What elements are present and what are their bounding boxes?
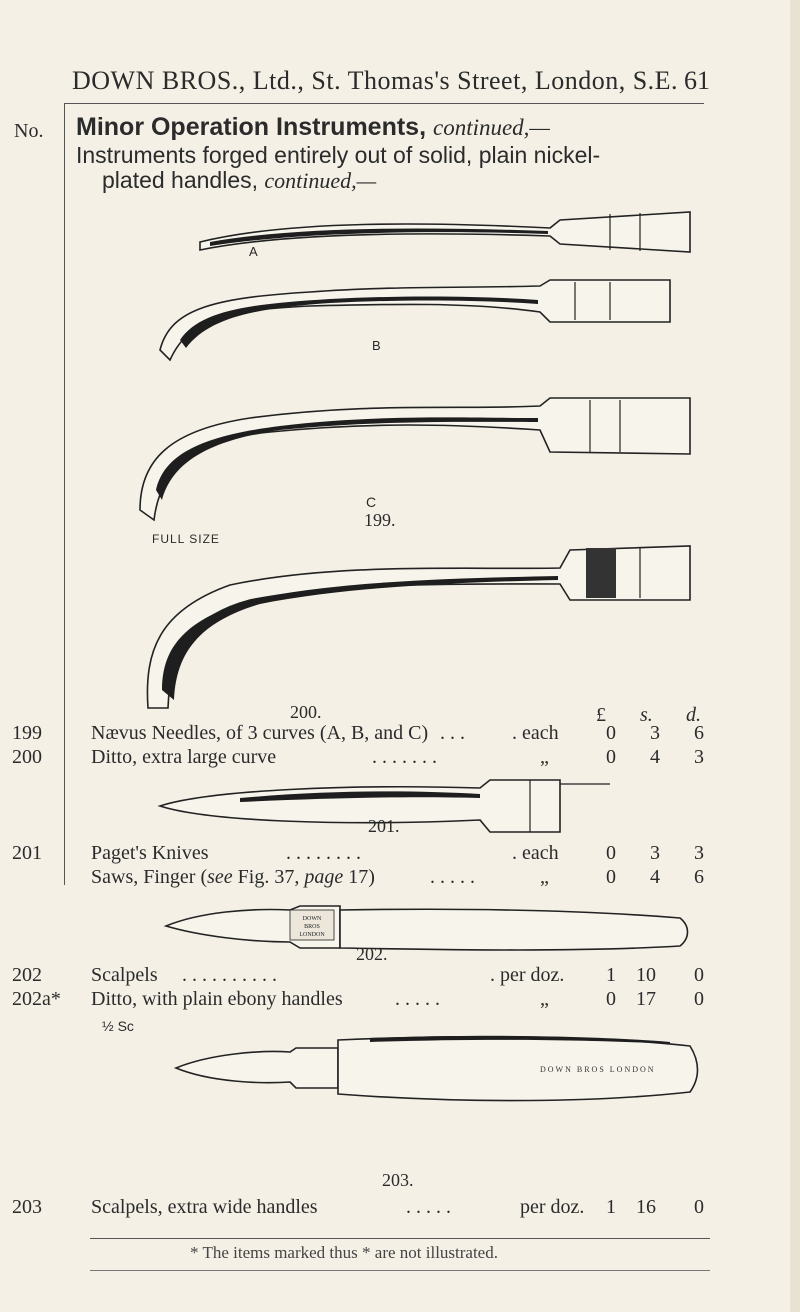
- item-name: [91, 866, 375, 889]
- figure-199-caption: 199.: [364, 510, 396, 530]
- fig200-large-needle-illustration: [140, 540, 700, 710]
- pounds-header: £: [596, 704, 606, 726]
- footer-rule: [90, 1238, 710, 1239]
- item-unit: . each: [512, 842, 559, 864]
- svg-text:LONDON: LONDON: [299, 932, 325, 938]
- item-number: 202: [12, 964, 42, 986]
- pence-header: d.: [686, 704, 701, 726]
- item-shillings: 3: [650, 722, 660, 744]
- item-pence: 3: [694, 842, 704, 864]
- item-pounds: 0: [606, 746, 616, 768]
- item-number: 203: [12, 1196, 42, 1218]
- item-pence: 0: [694, 1196, 704, 1218]
- item-shillings: 17: [636, 988, 656, 1010]
- item-name: Nævus Needles, of 3 curves (A, B, and C): [91, 722, 429, 744]
- item-name: Scalpels, extra wide handles: [91, 1196, 318, 1218]
- item-unit: . each: [512, 722, 559, 744]
- item-name: Paget's Knives: [91, 842, 209, 864]
- item-pounds: 0: [606, 988, 616, 1010]
- needle-b-drawing: [160, 280, 670, 360]
- svg-text:BROS: BROS: [304, 924, 320, 930]
- item-pounds: 0: [606, 722, 616, 744]
- item-leader-dots: . . . . .: [430, 866, 475, 888]
- page-header: DOWN BROS., Ltd., St. Thomas's Street, London, S.E.: [72, 66, 679, 95]
- item-unit: per doz.: [520, 1196, 585, 1218]
- section-title-continued: continued,—: [432, 115, 550, 140]
- full-size-note: FULL SIZE: [152, 532, 220, 546]
- item-unit: „: [540, 866, 549, 888]
- section-subtitle-continued: continued,—: [264, 168, 377, 193]
- maker-mark: DOWN BROS LONDON: [540, 1065, 656, 1074]
- item-unit: „: [540, 746, 549, 768]
- section-title: [76, 113, 550, 142]
- figure-201-caption: 201.: [368, 816, 400, 836]
- svg-text:DOWN: DOWN: [302, 916, 322, 922]
- item-leader-dots: . . . . . . . .: [286, 842, 361, 864]
- item-number: 200: [12, 746, 42, 768]
- item-pounds: 0: [606, 842, 616, 864]
- figure-203-caption: 203.: [382, 1170, 414, 1190]
- saws-name: Saws, Finger (see Fig. 37, page 17): [91, 866, 375, 888]
- item-name: Ditto, extra large curve: [91, 746, 277, 768]
- item-number: 201: [12, 842, 42, 864]
- header-rule: [64, 103, 704, 104]
- item-name: Scalpels: [91, 964, 158, 986]
- shillings-header: s.: [640, 704, 653, 726]
- item-pence: 3: [694, 746, 704, 768]
- section-subtitle-line1: Instruments forged entirely out of solid, plain nickel-: [76, 142, 601, 168]
- item-leader-dots: . . . . . . . . . .: [182, 964, 277, 986]
- figure-202-caption: 202.: [356, 944, 388, 964]
- section-title-text: Minor Operation Instruments,: [76, 113, 427, 141]
- fig202-scalpel-illustration: [160, 902, 700, 958]
- item-pence: 0: [694, 964, 704, 986]
- item-shillings: 3: [650, 842, 660, 864]
- needle-a-drawing: [200, 212, 690, 252]
- half-size-note: ½ Sc: [102, 1018, 134, 1034]
- section-subtitle-line2: [102, 167, 376, 194]
- item-pounds: 1: [606, 1196, 616, 1218]
- item-pence: 6: [694, 866, 704, 888]
- needle-c-label: C: [366, 494, 377, 510]
- item-pence: 6: [694, 722, 704, 744]
- footer-rule-lower: [90, 1270, 710, 1271]
- needle-b-label: B: [372, 338, 381, 353]
- item-number: 199: [12, 722, 42, 744]
- item-name: Ditto, with plain ebony handles: [91, 988, 343, 1010]
- figure-200-caption: 200.: [290, 702, 322, 722]
- page-edge: [790, 0, 800, 1312]
- item-shillings: 16: [636, 1196, 656, 1218]
- needle-a-label: A: [249, 244, 258, 259]
- item-pounds: 0: [606, 866, 616, 888]
- item-unit: „: [540, 988, 549, 1010]
- fig201-pagets-knife-illustration: [150, 776, 710, 836]
- item-number: 202a*: [12, 988, 61, 1010]
- item-shillings: 4: [650, 866, 660, 888]
- item-shillings: 4: [650, 746, 660, 768]
- item-pounds: 1: [606, 964, 616, 986]
- number-column-label: No.: [14, 120, 44, 142]
- item-leader-dots: . . . . .: [406, 1196, 451, 1218]
- item-leader-dots: . . . . .: [395, 988, 440, 1010]
- item-leader-dots: . . . . . . .: [372, 746, 437, 768]
- fig203-wide-scalpel-illustration: [170, 1030, 700, 1110]
- item-leader-dots: . . .: [440, 722, 465, 744]
- column-rule: [64, 103, 65, 885]
- needle-c-drawing: [140, 398, 690, 520]
- item-shillings: 10: [636, 964, 656, 986]
- page-number: 61: [684, 66, 710, 95]
- section-subtitle-text: plated handles,: [102, 167, 259, 193]
- item-pence: 0: [694, 988, 704, 1010]
- footnote: * The items marked thus * are not illustrated.: [190, 1243, 498, 1262]
- fig199-needles-illustration: [130, 200, 710, 530]
- item-unit: . per doz.: [490, 964, 565, 986]
